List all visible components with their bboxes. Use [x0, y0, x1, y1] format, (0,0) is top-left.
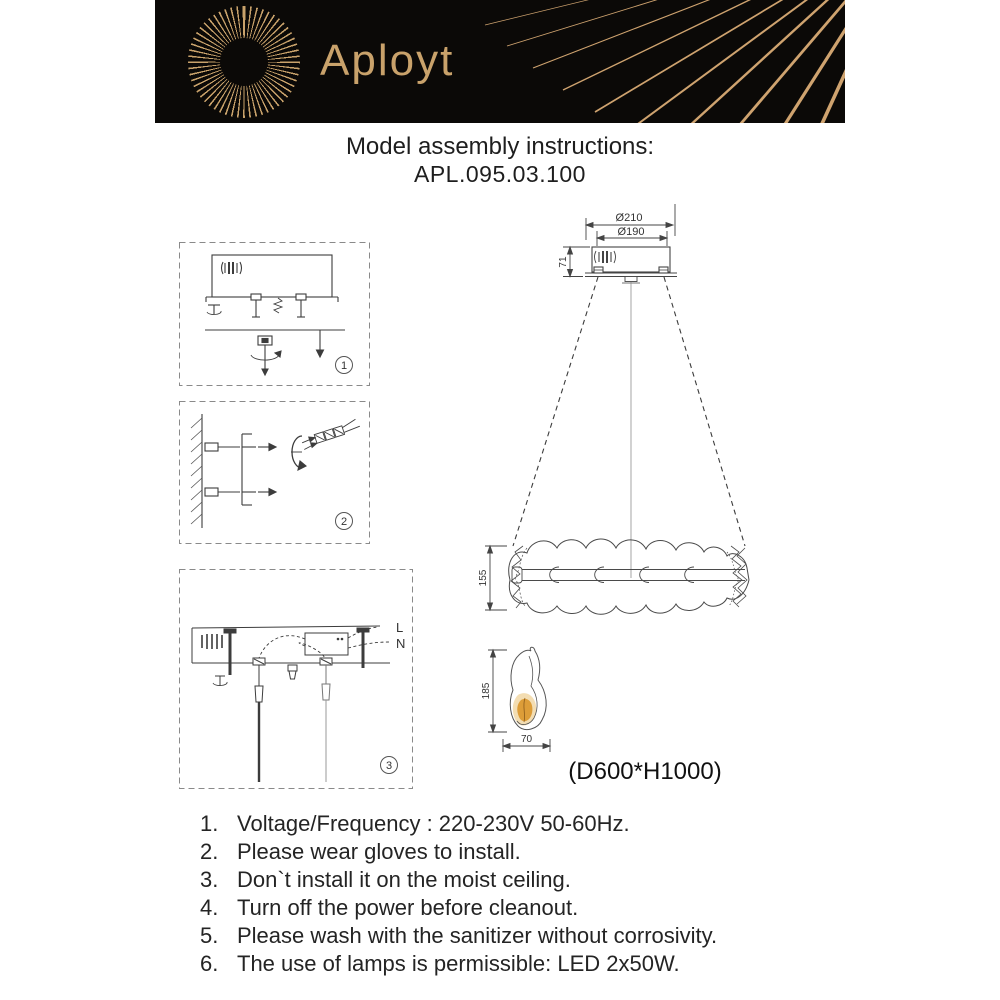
svg-text:1: 1 [340, 360, 348, 372]
step3-diagram [178, 568, 414, 790]
instructions-list [200, 810, 717, 978]
corner-rays-icon [155, 0, 845, 123]
instruction-text: The use of lamps is permissible: LED 2x50W. [237, 951, 680, 976]
wiring-drawing [192, 626, 393, 782]
instruction-text: Please wash with the sanitizer without corrosivity. [237, 923, 718, 948]
dim-canopy-height [558, 247, 590, 277]
step2-diagram [178, 400, 371, 545]
svg-text:L: L [396, 620, 404, 635]
instruction-item [200, 894, 717, 922]
svg-text:Ø210: Ø210 [615, 212, 643, 224]
dim-leaf-height [481, 650, 507, 732]
step1-badge [336, 357, 353, 374]
mounting-plate-drawing [205, 255, 348, 375]
instruction-number: 1. [200, 811, 219, 836]
brand-logo-text: Aployt [320, 36, 455, 85]
instruction-number: 3. [200, 867, 219, 892]
step1-diagram [178, 241, 371, 387]
instruction-item [200, 866, 717, 894]
instruction-number: 6. [200, 951, 219, 976]
svg-text:2: 2 [340, 516, 348, 528]
step2-badge [336, 513, 353, 530]
leaf-detail-drawing [510, 647, 546, 729]
instruction-number: 5. [200, 923, 219, 948]
suspension-cables [513, 277, 745, 578]
svg-text:185: 185 [481, 682, 492, 700]
wall-anchor-drawing [191, 414, 362, 528]
svg-text:70: 70 [520, 734, 533, 745]
instruction-number: 4. [200, 895, 219, 920]
model-number: APL.095.03.100 [414, 161, 586, 187]
instruction-text: Don`t install it on the moist ceiling. [237, 867, 571, 892]
svg-text:3: 3 [385, 760, 393, 772]
dim-leaf-width [503, 734, 550, 752]
svg-text:71: 71 [558, 256, 569, 268]
instruction-text: Turn off the power before cleanout. [237, 895, 579, 920]
step3-border [180, 570, 413, 789]
wire-labels [396, 620, 405, 651]
svg-text:N: N [396, 636, 406, 651]
instruction-item [200, 838, 717, 866]
svg-text:155: 155 [478, 569, 489, 587]
dim-inner-diameter [597, 226, 667, 246]
instruction-text: Voltage/Frequency : 220-230V 50-60Hz. [237, 811, 630, 836]
svg-text:Ø190: Ø190 [617, 226, 645, 238]
page-title: Model assembly instructions: [345, 133, 655, 160]
size-caption: (D600*H1000) [568, 758, 722, 785]
step3-badge [381, 757, 398, 774]
instruction-text: Please wear gloves to install. [237, 839, 521, 864]
instruction-number: 2. [200, 839, 219, 864]
instruction-item [200, 922, 717, 950]
chandelier-technical-drawing [455, 190, 800, 790]
glass-ring-drawing [509, 539, 749, 614]
dim-ring-height [478, 546, 507, 610]
instruction-item [200, 810, 717, 838]
header-banner [155, 0, 845, 123]
instruction-item [200, 950, 717, 978]
canopy-drawing [585, 247, 677, 283]
